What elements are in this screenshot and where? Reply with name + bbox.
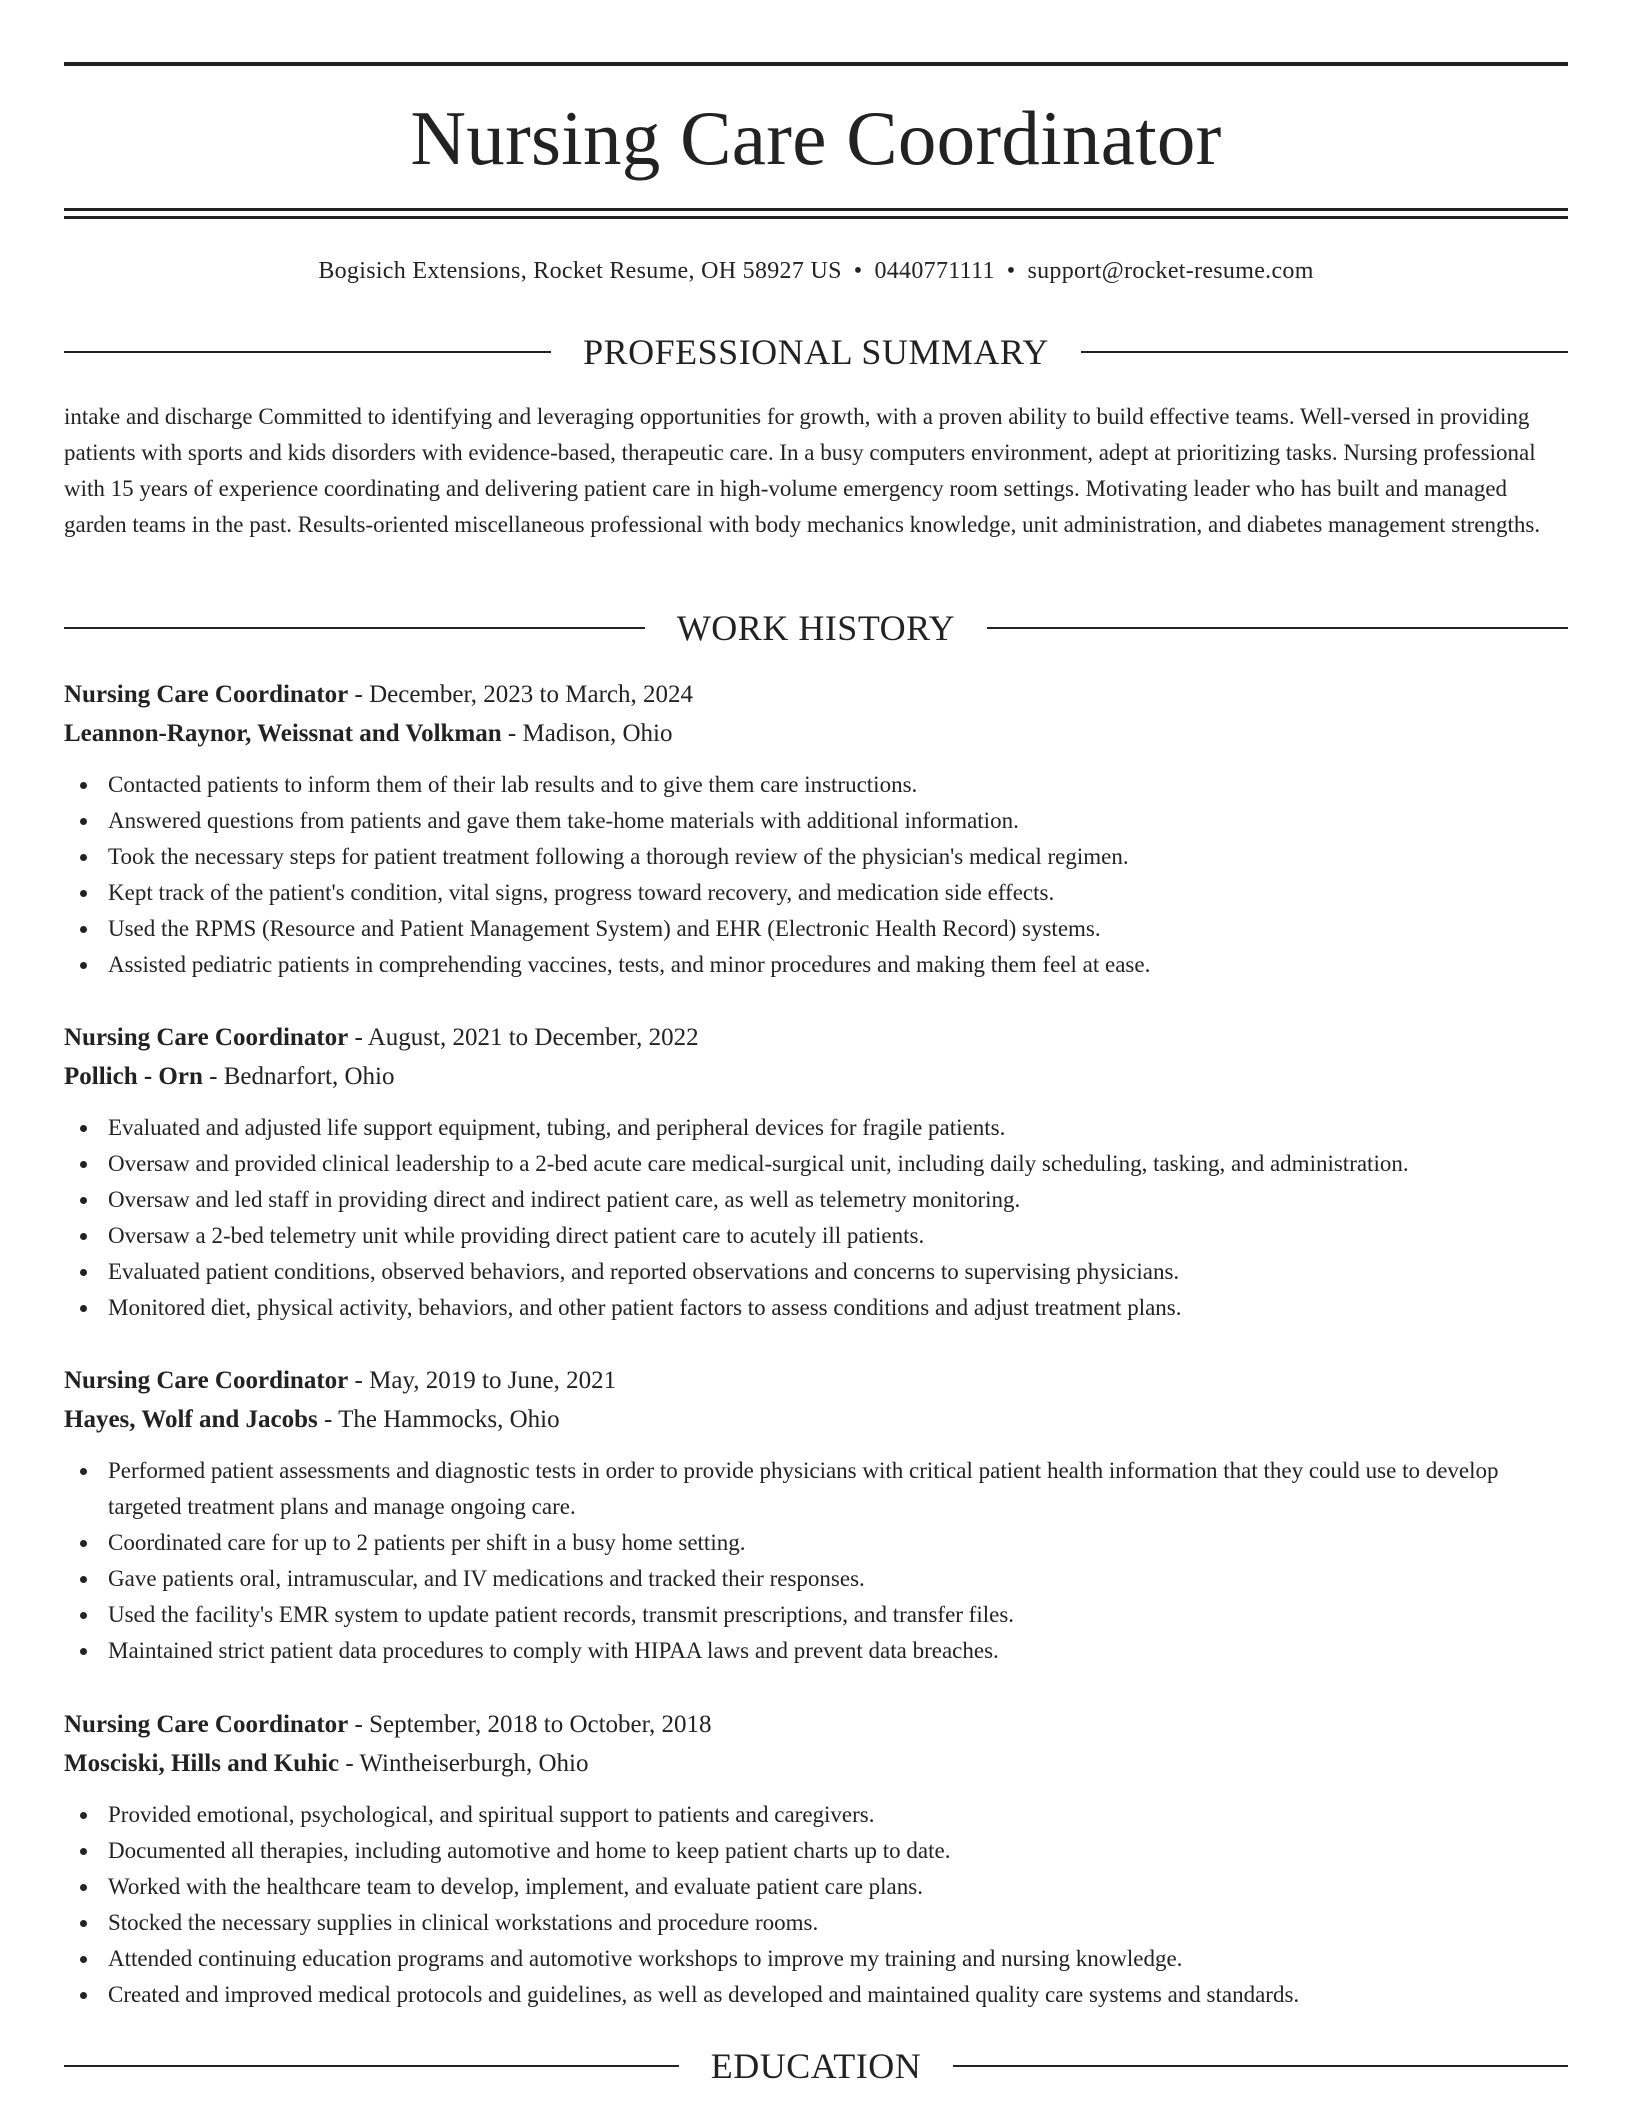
job-dates: December, 2023 to March, 2024 [369,681,693,708]
job-company: Leannon-Raynor, Weissnat and Volkman [64,720,502,747]
job-bullet: Evaluated patient conditions, observed behaviors, and reported observations and concerns to supervising physicians. [108,1254,1568,1290]
section-heading-education [64,2044,1568,2088]
section-rule-right [1081,351,1568,353]
job-title-line: Nursing Care Coordinator - December, 2023 to March, 2024 [64,681,693,708]
job-company: Pollich - Orn [64,1063,203,1090]
job-entry [64,1362,1568,1669]
section-title: WORK HISTORY [676,608,956,648]
contact-address: Bogisich Extensions, Rocket Resume, OH 58927 US [318,258,842,284]
job-dates: September, 2018 to October, 2018 [369,1711,712,1738]
job-bullet-list [64,1110,1568,1326]
job-bullet: Used the facility's EMR system to update patient records, transmit prescriptions, and transfer files. [108,1597,1568,1633]
job-bullet: Worked with the healthcare team to develop, implement, and evaluate patient care plans. [108,1869,1568,1905]
contact-email: support@rocket-resume.com [1027,258,1314,284]
resume-title: Nursing Care Coordinator [410,95,1222,181]
job-bullet: Assisted pediatric patients in comprehending vaccines, tests, and minor procedures and making them feel at ease. [108,947,1568,983]
job-title: Nursing Care Coordinator [64,681,349,708]
job-bullet: Contacted patients to inform them of their lab results and to give them care instructions. [108,767,1568,803]
job-bullet: Kept track of the patient's condition, vital signs, progress toward recovery, and medication side effects. [108,875,1568,911]
job-bullet: Created and improved medical protocols and guidelines, as well as developed and maintained quality care systems and standards. [108,1977,1568,2013]
job-title: Nursing Care Coordinator [64,1711,349,1738]
contact-line [64,254,1568,288]
job-title-line: Nursing Care Coordinator - August, 2021 to December, 2022 [64,1024,699,1051]
job-title-line: Nursing Care Coordinator - September, 2018 to October, 2018 [64,1711,712,1738]
job-bullet: Evaluated and adjusted life support equipment, tubing, and peripheral devices for fragile patients. [108,1110,1568,1146]
job-title: Nursing Care Coordinator [64,1367,349,1394]
job-location: Wintheiserburgh, Ohio [359,1750,589,1777]
section-rule-left [64,2065,679,2067]
job-dates: May, 2019 to June, 2021 [369,1367,617,1394]
section-rule-right [987,627,1568,629]
header-double-rule-upper [64,208,1568,211]
section-rule-left [64,351,551,353]
contact-phone: 0440771111 [874,258,995,284]
job-bullet-list [64,1453,1568,1669]
job-title: Nursing Care Coordinator [64,1024,349,1051]
job-bullet: Stocked the necessary supplies in clinical workstations and procedure rooms. [108,1905,1568,1941]
summary-paragraph: intake and discharge Committed to identifying and leveraging opportunities for growth, with a proven ability to build effective teams. Well-versed in providing patients with sports and kids disorders with evidence-based, therapeutic care. In a busy computers environment, adept at prioritizing tasks. Nursing professional with 15 years of experience coordinating and delivering patient care in high-volume emergency room settings. Motivating leader who has built and managed garden teams in the past. Results-oriented miscellaneous professional with body mechanics knowledge, unit administration, and diabetes management strengths. [64,404,1541,537]
job-entry [64,1019,1568,1326]
job-company-line: Hayes, Wolf and Jacobs - The Hammocks, Ohio [64,1406,560,1433]
job-company: Mosciski, Hills and Kuhic [64,1750,340,1777]
section-rule-right [953,2065,1568,2067]
job-company: Hayes, Wolf and Jacobs [64,1406,318,1433]
contact-separator: • [853,258,863,284]
header-double-rule-lower [64,216,1568,219]
job-location: The Hammocks, Ohio [338,1406,560,1433]
job-bullet: Coordinated care for up to 2 patients per shift in a busy home setting. [108,1525,1568,1561]
job-company-line: Leannon-Raynor, Weissnat and Volkman - Madison, Ohio [64,720,673,747]
job-bullet: Maintained strict patient data procedures to comply with HIPAA laws and prevent data breaches. [108,1633,1568,1669]
job-bullet: Provided emotional, psychological, and spiritual support to patients and caregivers. [108,1797,1568,1833]
job-bullet: Performed patient assessments and diagnostic tests in order to provide physicians with critical patient health information that they could use to develop targeted treatment plans and manage ongoing care. [108,1453,1568,1525]
job-bullet-list [64,1797,1568,2013]
job-dates: August, 2021 to December, 2022 [367,1024,699,1051]
job-location: Madison, Ohio [522,720,673,747]
job-bullet: Oversaw a 2-bed telemetry unit while providing direct patient care to acutely ill patients. [108,1218,1568,1254]
header-top-rule [64,62,1568,66]
job-bullet: Used the RPMS (Resource and Patient Management System) and EHR (Electronic Health Record) systems. [108,911,1568,947]
job-entry [64,676,1568,983]
job-entry [64,1706,1568,2013]
contact-separator: • [1006,258,1016,284]
job-bullet: Documented all therapies, including automotive and home to keep patient charts up to date. [108,1833,1568,1869]
job-bullet: Monitored diet, physical activity, behaviors, and other patient factors to assess conditions and adjust treatment plans. [108,1290,1568,1326]
job-bullet: Gave patients oral, intramuscular, and IV medications and tracked their responses. [108,1561,1568,1597]
job-bullet: Attended continuing education programs and automotive workshops to improve my training and nursing knowledge. [108,1941,1568,1977]
job-bullet: Answered questions from patients and gave them take-home materials with additional information. [108,803,1568,839]
section-heading-work [64,606,1568,650]
job-bullet: Took the necessary steps for patient treatment following a thorough review of the physician's medical regimen. [108,839,1568,875]
job-company-line: Mosciski, Hills and Kuhic - Wintheiserburgh, Ohio [64,1750,589,1777]
job-bullet: Oversaw and led staff in providing direct and indirect patient care, as well as telemetry monitoring. [108,1182,1568,1218]
job-bullet-list [64,767,1568,983]
job-company-line: Pollich - Orn - Bednarfort, Ohio [64,1063,395,1090]
job-location: Bednarfort, Ohio [223,1063,395,1090]
section-title: EDUCATION [710,2046,922,2086]
section-rule-left [64,627,645,629]
job-bullet: Oversaw and provided clinical leadership to a 2-bed acute care medical-surgical unit, including daily scheduling, tasking, and administration. [108,1146,1568,1182]
section-heading-summary [64,330,1568,374]
job-title-line: Nursing Care Coordinator - May, 2019 to June, 2021 [64,1367,617,1394]
section-title: PROFESSIONAL SUMMARY [583,332,1049,372]
